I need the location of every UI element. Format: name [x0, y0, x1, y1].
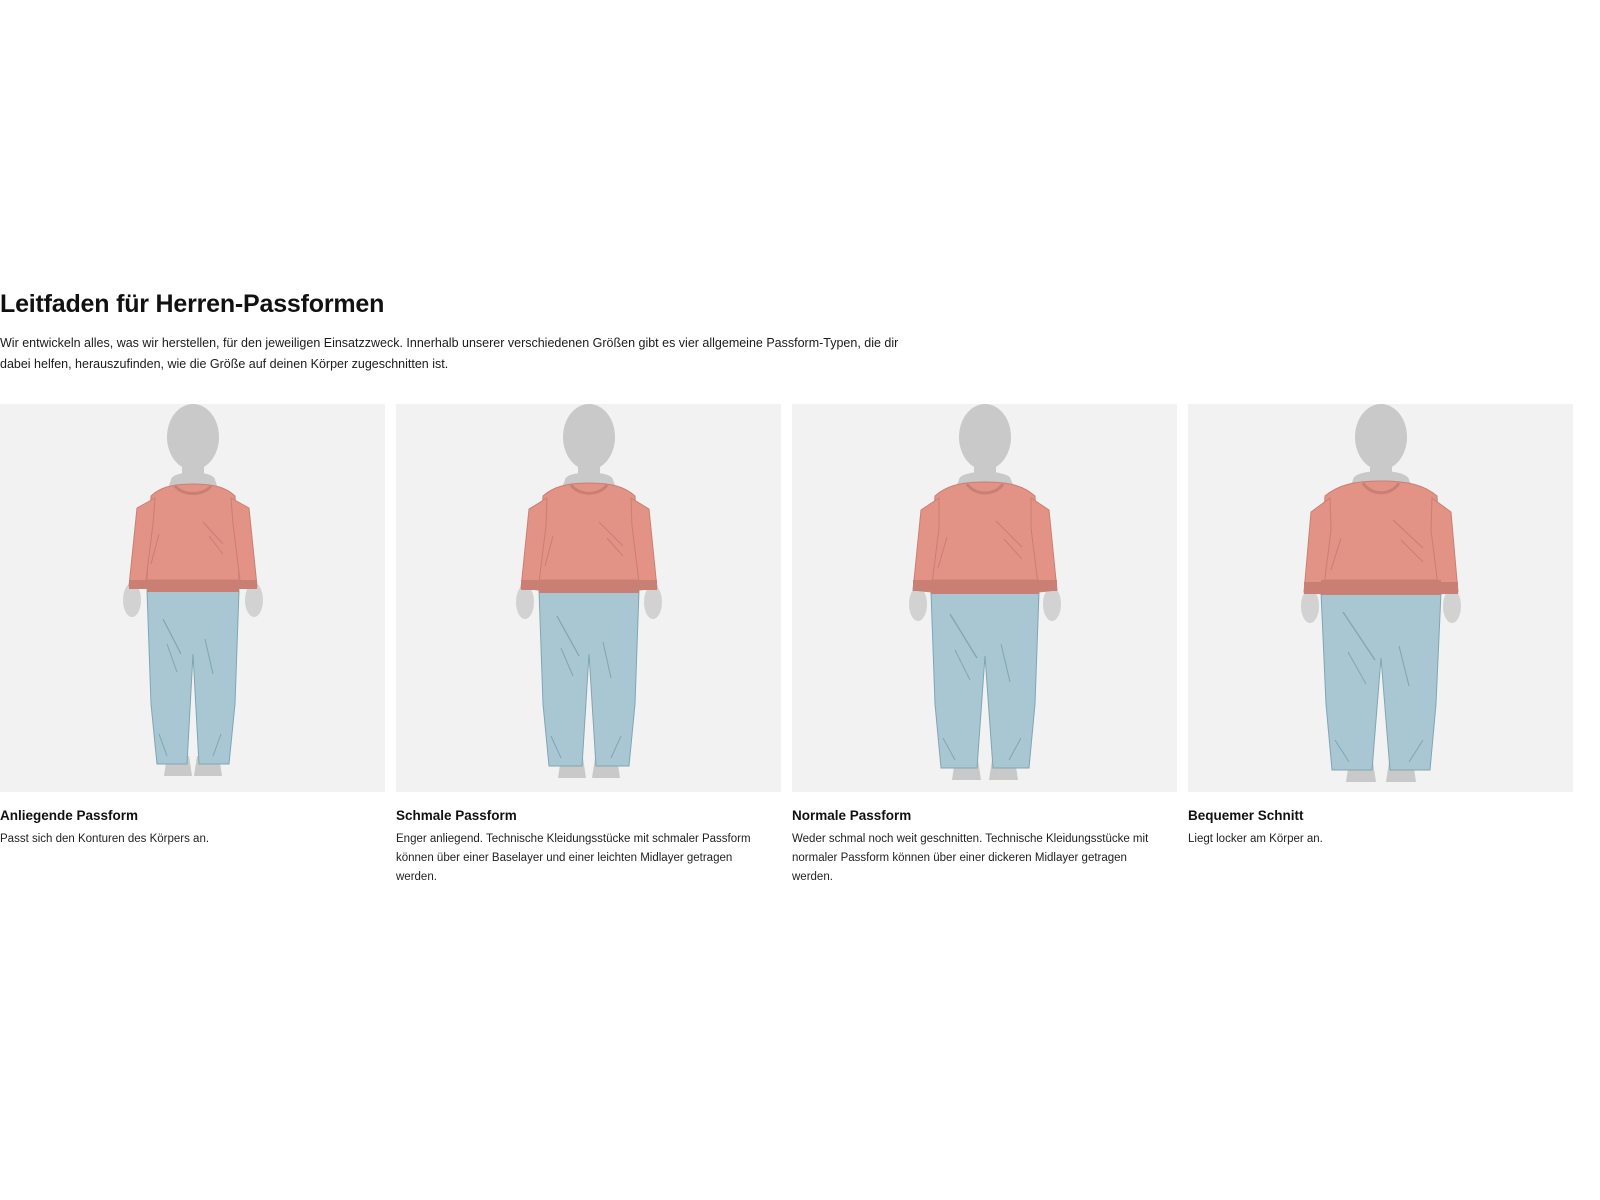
fit-card-title: Normale Passform [792, 808, 912, 824]
figure-panel-slim [396, 404, 781, 792]
man-fitted-fit-illustration [63, 404, 323, 792]
fit-card-regular [792, 404, 1177, 887]
fit-card-description: Weder schmal noch weit geschnitten. Technische Kleidungsstücke mit normaler Passform können über einer dickeren Midlayer getragen werden. [792, 833, 1149, 884]
fit-card-description: Enger anliegend. Technische Kleidungsstücke mit schmaler Passform können über einer Baselayer und einer leichten Midlayer getragen werden. [396, 833, 751, 884]
figure-panel-regular [792, 404, 1177, 792]
fit-card-title: Anliegende Passform [0, 808, 139, 824]
fit-card-title: Bequemer Schnitt [1188, 808, 1304, 824]
figure-panel-fitted [0, 404, 385, 792]
fit-card-fitted [0, 404, 385, 887]
fit-card-slim [396, 404, 781, 887]
man-regular-fit-illustration [855, 404, 1115, 792]
page-intro: Wir entwickeln alles, was wir herstellen, für den jeweiligen Einsatzzweck. Innerhalb unserer verschiedenen Größen gibt es vier allgemeine Passform-Typen, die dir dabei helfen, herauszufinden, wie die Größe auf deinen Körper zugeschnitten ist. [0, 336, 899, 371]
fit-card-description: Passt sich den Konturen des Körpers an. [0, 833, 210, 846]
fit-card-description: Liegt locker am Körper an. [1188, 833, 1323, 846]
man-relaxed-fit-illustration [1251, 404, 1511, 792]
fit-card-relaxed [1188, 404, 1573, 887]
man-slim-fit-illustration [459, 404, 719, 792]
fit-guide-content [0, 290, 1600, 887]
figure-panel-relaxed [1188, 404, 1573, 792]
fit-card-title: Schmale Passform [396, 808, 517, 824]
fit-cards-row [0, 404, 1600, 887]
page-title: Leitfaden für Herren-Passformen [0, 290, 385, 318]
